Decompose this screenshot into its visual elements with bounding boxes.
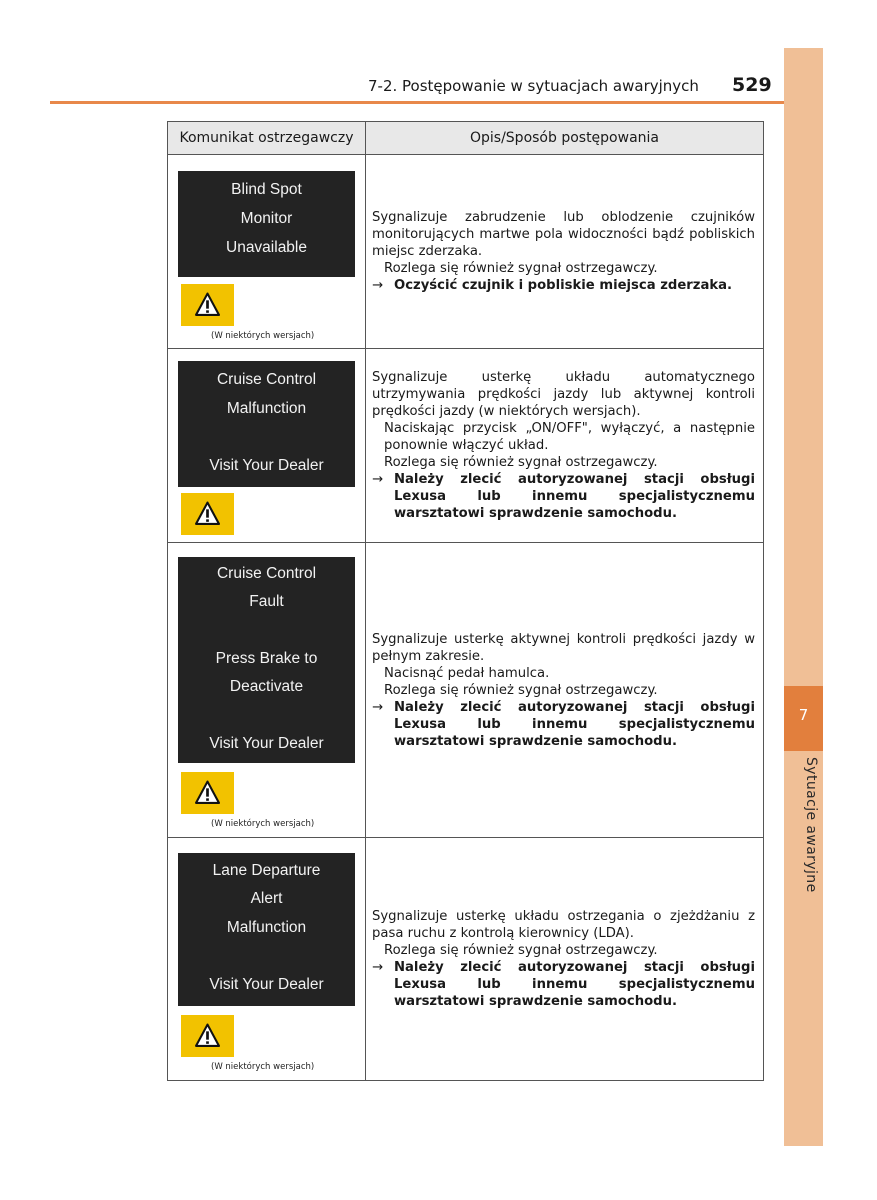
chapter-tab-label: Sytuacje awaryjne (803, 757, 819, 893)
arrow-icon: → (372, 699, 384, 715)
display-line: Press Brake to (215, 650, 318, 667)
message-cell (168, 349, 366, 543)
message-cell (168, 543, 366, 838)
display-line: Malfunction (226, 400, 307, 417)
description-cell (366, 838, 764, 1081)
description-text: Rozlega się również sygnał ostrzegawczy. (384, 943, 658, 958)
description-text: Rozlega się również sygnał ostrzegawczy. (384, 261, 658, 276)
display-line: Cruise Control (216, 565, 317, 582)
display-line: Blind Spot (231, 181, 302, 198)
arrow-icon: → (372, 278, 384, 293)
display-line: Deactivate (229, 678, 304, 695)
action-item (372, 699, 755, 750)
action-text: Oczyścić czujnik i pobliskie miejsca zderzaka. (394, 278, 733, 293)
display-line: Visit Your Dealer (209, 735, 324, 752)
warning-table (167, 121, 764, 1081)
display-line: Monitor (240, 210, 293, 227)
page-number: 529 (732, 74, 772, 96)
table-row (168, 543, 764, 838)
header-rule (50, 101, 784, 104)
action-text: Należy zlecić autoryzowanej stacji obsługi Lexusa lub innemu specjalistycznemu warsztatowi sprawdzenie samochodu. (394, 699, 755, 749)
version-note: (W niektórych wersjach) (211, 1062, 315, 1072)
warning-triangle-icon (181, 284, 234, 326)
display-line: Alert (250, 890, 283, 907)
display-line: Cruise Control (216, 371, 317, 388)
warning-triangle-icon (181, 493, 234, 535)
description-text: Sygnalizuje usterkę układu ostrzegania o zjeżdżaniu z pasa ruchu z kontrolą kierownicy (LDA). (372, 909, 755, 941)
display-screen (178, 361, 355, 487)
display-line: Visit Your Dealer (209, 457, 324, 474)
chapter-tab[interactable] (784, 686, 823, 751)
description-cell (366, 543, 764, 838)
description-text: Sygnalizuje zabrudzenie lub oblodzenie czujników monitorujących martwe pola widoczności bądź pobliskich miejsc zderzaka. (372, 210, 755, 259)
display-line: Unavailable (226, 239, 307, 256)
action-text: Należy zlecić autoryzowanej stacji obsługi Lexusa lub innemu specjalistycznemu warsztatowi sprawdzenie samochodu. (394, 472, 755, 521)
column-header-message: Komunikat ostrzegawczy (168, 122, 366, 155)
table-header-row (168, 122, 764, 155)
message-cell (168, 838, 366, 1081)
chapter-tab-number: 7 (798, 706, 809, 724)
display-screen (178, 171, 355, 277)
side-strip (784, 48, 823, 1146)
description-text: Rozlega się również sygnał ostrzegawczy. (384, 682, 658, 698)
display-line: Fault (249, 593, 284, 610)
action-item (372, 959, 755, 1010)
warning-triangle-icon (181, 1015, 234, 1057)
action-item (372, 277, 755, 294)
version-note: (W niektórych wersjach) (211, 331, 315, 341)
table-row (168, 838, 764, 1081)
table-row (168, 349, 764, 543)
description-text: Sygnalizuje usterkę aktywnej kontroli prędkości jazdy w pełnym zakresie. (372, 631, 755, 664)
table-row (168, 155, 764, 349)
display-line: Visit Your Dealer (209, 976, 324, 993)
version-note: (W niektórych wersjach) (211, 819, 315, 829)
action-item (372, 471, 755, 522)
description-text: Nacisnąć pedał hamulca. (384, 665, 550, 681)
section-title: 7-2. Postępowanie w sytuacjach awaryjnych (368, 77, 699, 95)
display-screen (178, 853, 355, 1006)
display-line: Malfunction (226, 919, 307, 936)
column-header-description: Opis/Sposób postępowania (366, 122, 764, 155)
action-text: Należy zlecić autoryzowanej stacji obsługi Lexusa lub innemu specjalistycznemu warsztatowi sprawdzenie samochodu. (394, 960, 755, 1009)
display-screen (178, 557, 355, 763)
description-text: Naciskając przycisk „ON/OFF", wyłączyć, a następnie ponownie włączyć układ. (384, 421, 755, 453)
arrow-icon: → (372, 472, 384, 487)
description-text: Sygnalizuje usterkę układu automatycznego utrzymywania prędkości jazdy lub aktywnej kontroli prędkości jazdy (w niektórych wersjach). (372, 370, 755, 419)
display-line: Lane Departure (212, 862, 321, 879)
description-text: Rozlega się również sygnał ostrzegawczy. (384, 455, 658, 470)
arrow-icon: → (372, 960, 384, 975)
description-cell (366, 155, 764, 349)
message-cell (168, 155, 366, 349)
description-cell (366, 349, 764, 543)
warning-triangle-icon (181, 772, 234, 814)
